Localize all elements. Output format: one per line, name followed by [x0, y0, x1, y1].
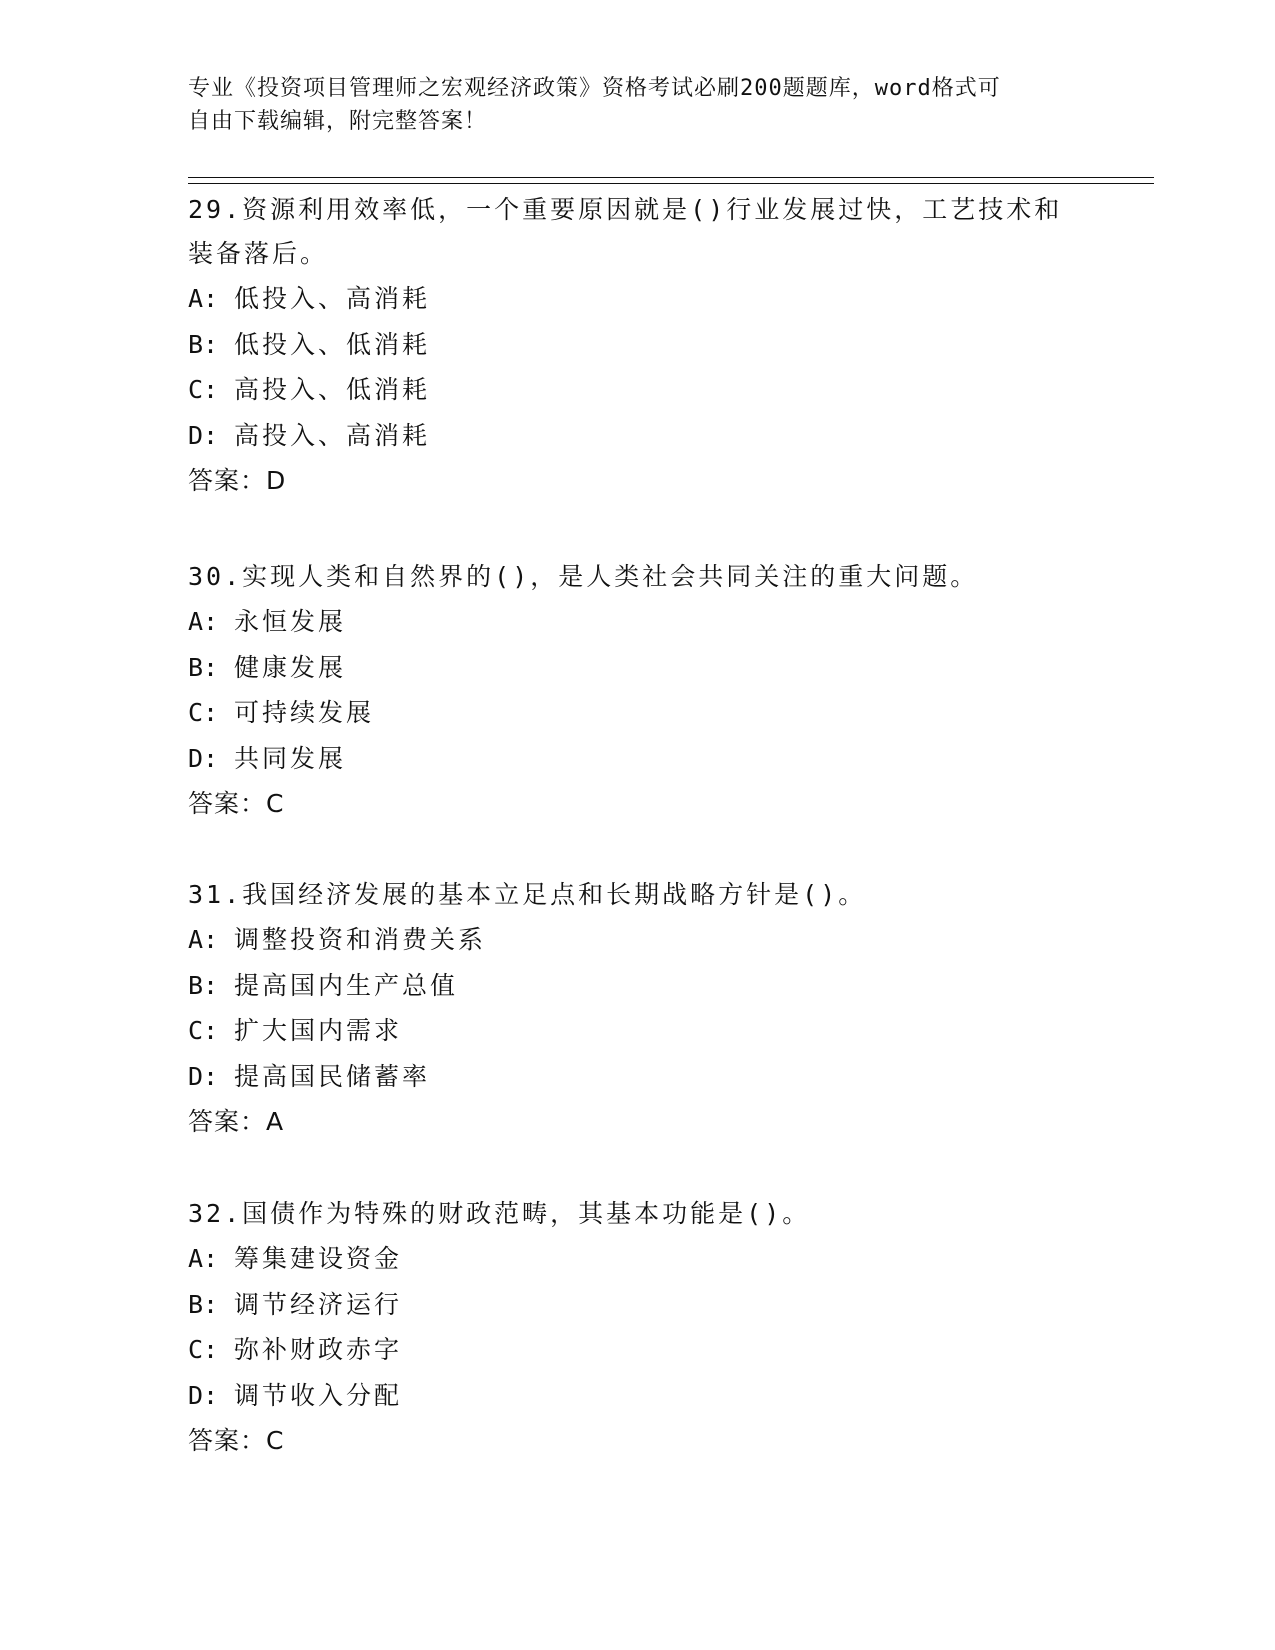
question-text — [188, 873, 1088, 917]
header-line-2: 自由下载编辑，附完整答案！ — [188, 109, 488, 134]
question-text — [188, 188, 1088, 276]
option-text: 低投入、高消耗 — [234, 284, 431, 313]
option-text: 高投入、高消耗 — [234, 420, 431, 450]
document-header — [188, 72, 1088, 138]
option-text: 调节经济运行 — [234, 1289, 403, 1319]
question-text — [188, 555, 1088, 599]
answer-line: 答案：D — [188, 466, 287, 495]
answer-line: 答案：A — [188, 1107, 285, 1136]
question-text-line: 32.国债作为特殊的财政范畴，其基本功能是()。 — [188, 1199, 811, 1228]
option-text: 永恒发展 — [234, 607, 347, 636]
question-text-line: 30.实现人类和自然界的()，是人类社会共同关注的重大问题。 — [188, 562, 979, 591]
option-text: 高投入、低消耗 — [234, 375, 431, 404]
option-text: 共同发展 — [234, 743, 347, 773]
question-text-line: 装备落后。 — [188, 239, 329, 268]
question-text — [188, 1192, 1088, 1236]
question-text-line: 29.资源利用效率低，一个重要原因就是()行业发展过快，工艺技术和 — [188, 195, 1063, 224]
header-divider-top — [188, 177, 1154, 178]
option-text: 扩大国内需求 — [234, 1016, 403, 1045]
question-29 — [188, 188, 1088, 504]
option-b — [188, 645, 1088, 691]
question-31 — [188, 873, 1088, 1145]
header-line-1: 专业《投资项目管理师之宏观经济政策》资格考试必刷200题题库，word格式可 — [188, 76, 1001, 101]
answer-line: 答案：C — [188, 789, 285, 818]
header-divider-bottom — [188, 183, 1154, 184]
option-text: 提高国内生产总值 — [234, 970, 459, 1000]
question-32 — [188, 1192, 1088, 1464]
option-d — [188, 1054, 1088, 1100]
option-text: 低投入、低消耗 — [234, 329, 431, 359]
option-b — [188, 963, 1088, 1009]
option-letter: C: — [188, 375, 219, 404]
option-letter: A: — [188, 607, 219, 636]
option-letter: A: — [188, 1244, 219, 1273]
option-text: 弥补财政赤字 — [234, 1335, 403, 1364]
option-letter: C: — [188, 698, 219, 727]
option-letter: B: — [188, 652, 219, 682]
option-letter: C: — [188, 1335, 219, 1364]
option-letter: A: — [188, 284, 219, 313]
option-d — [188, 1373, 1088, 1419]
option-letter: B: — [188, 329, 219, 359]
option-c — [188, 1327, 1088, 1373]
option-letter: B: — [188, 970, 219, 1000]
option-b — [188, 1282, 1088, 1328]
option-d — [188, 736, 1088, 782]
option-c — [188, 367, 1088, 413]
option-a — [188, 1236, 1088, 1282]
option-letter: A: — [188, 925, 219, 954]
option-c — [188, 690, 1088, 736]
question-text-line: 31.我国经济发展的基本立足点和长期战略方针是()。 — [188, 880, 867, 909]
option-text: 调整投资和消费关系 — [234, 925, 487, 954]
option-text: 可持续发展 — [234, 698, 375, 727]
option-text: 调节收入分配 — [234, 1380, 403, 1410]
option-letter: D: — [188, 1061, 219, 1091]
option-letter: C: — [188, 1016, 219, 1045]
option-a — [188, 917, 1088, 963]
option-text: 筹集建设资金 — [234, 1244, 403, 1273]
option-letter: D: — [188, 420, 219, 450]
option-text: 提高国民储蓄率 — [234, 1061, 431, 1091]
option-d — [188, 413, 1088, 459]
option-c — [188, 1008, 1088, 1054]
option-a — [188, 276, 1088, 322]
question-30 — [188, 555, 1088, 827]
option-text: 健康发展 — [234, 652, 347, 682]
option-letter: D: — [188, 743, 219, 773]
option-letter: D: — [188, 1380, 219, 1410]
option-a — [188, 599, 1088, 645]
answer-line: 答案：C — [188, 1426, 285, 1455]
option-b — [188, 322, 1088, 368]
option-letter: B: — [188, 1289, 219, 1319]
